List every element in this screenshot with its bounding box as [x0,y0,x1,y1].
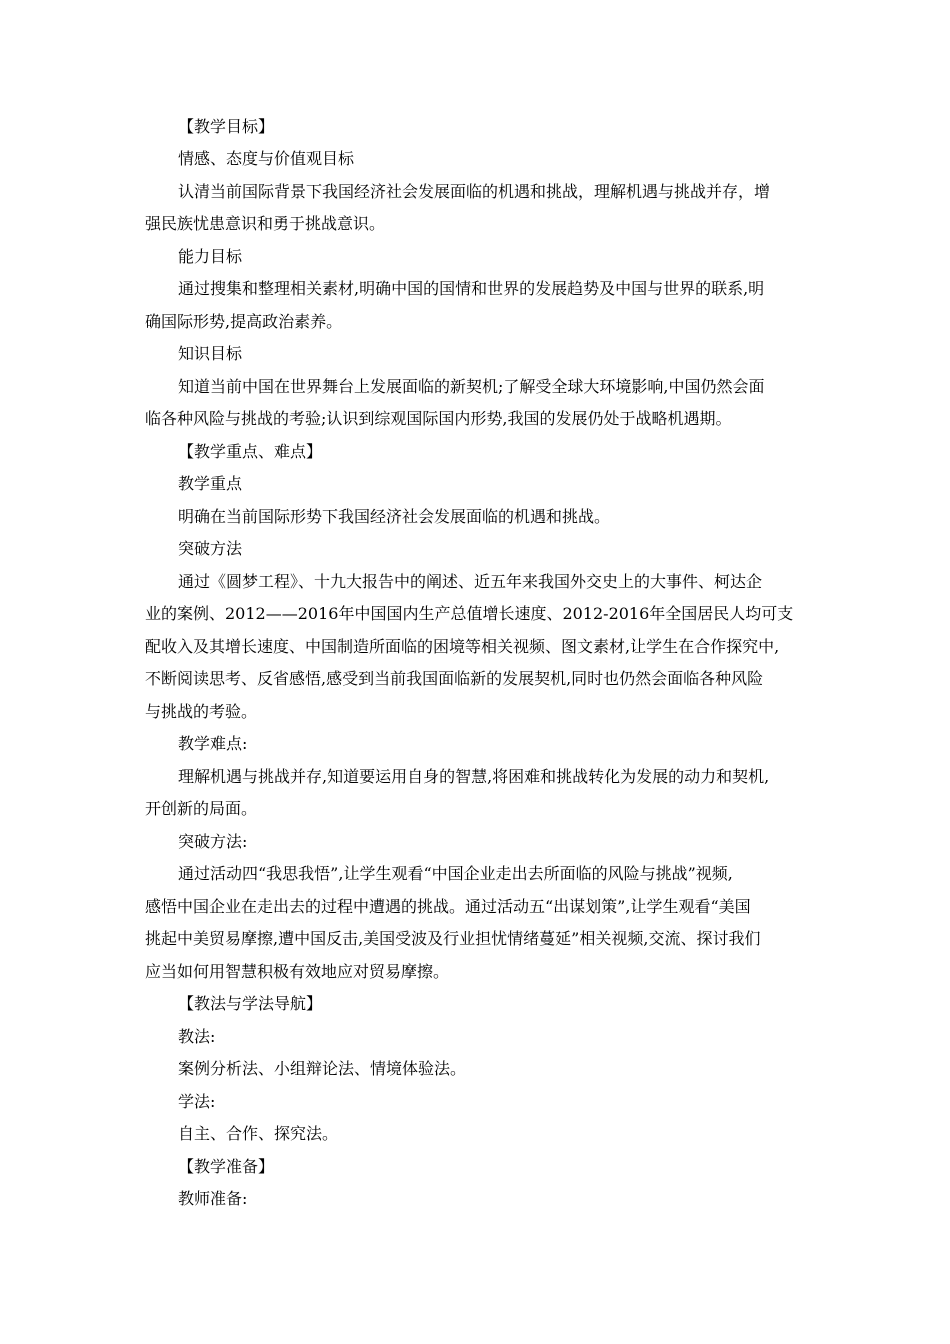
paragraph-line: 通过《圆梦工程》、十九大报告中的阐述、近五年来我国外交史上的大事件、柯达企 [178,572,763,591]
subheading-ability-goal: 能力目标 [178,247,243,266]
subheading-learning-method: 学法: [178,1092,216,1111]
heading-preparation: 【教学准备】 [178,1157,275,1176]
paragraph-line: 应当如何用智慧积极有效地应对贸易摩擦。 [145,962,450,981]
paragraph-line: 挑起中美贸易摩擦,遭中国反击,美国受波及行业担忧情绪蔓延”相关视频,交流、探讨我们 [145,929,761,948]
paragraph-line: 临各种风险与挑战的考验;认识到综观国际国内形势,我国的发展仍处于战略机遇期。 [145,409,732,428]
paragraph-line: 配收入及其增长速度、中国制造所面临的困境等相关视频、图文素材,让学生在合作探究中, [145,637,780,656]
paragraph-line: 通过活动四“我思我悟”,让学生观看“中国企业走出去所面临的风险与挑战”视频, [178,864,733,883]
heading-teaching-goals: 【教学目标】 [178,117,275,136]
subheading-teacher-preparation: 教师准备: [178,1189,248,1208]
paragraph-line: 通过搜集和整理相关素材,明确中国的国情和世界的发展趋势及中国与世界的联系,明 [178,279,765,298]
heading-methods-navigation: 【教法与学法导航】 [178,994,323,1013]
paragraph-line: 知道当前中国在世界舞台上发展面临的新契机;了解受全球大环境影响,中国仍然会面 [178,377,765,396]
paragraph-line: 感悟中国企业在走出去的过程中遭遇的挑战。通过活动五“出谋划策”,让学生观看“美国 [145,897,751,916]
paragraph-line: 确国际形势,提高政治素养。 [145,312,343,331]
paragraph-line: 不断阅读思考、反省感悟,感受到当前我国面临新的发展契机,同时也仍然会面临各种风险 [145,669,764,688]
paragraph-line: 自主、合作、探究法。 [178,1124,339,1143]
subheading-teaching-method: 教法: [178,1027,216,1046]
subheading-knowledge-goal: 知识目标 [178,344,243,363]
paragraph-line: 业的案例、2012——2016年中国国内生产总值增长速度、2012-2016年全国居民人均可支 [145,604,794,623]
paragraph-line: 理解机遇与挑战并存,知道要运用自身的智慧,将困难和挑战转化为发展的动力和契机, [178,767,770,786]
paragraph-line: 明确在当前国际形势下我国经济社会发展面临的机遇和挑战。 [178,507,611,526]
subheading-difficulty: 教学难点: [178,734,248,753]
subheading-method: 突破方法: [178,832,248,851]
heading-key-points: 【教学重点、难点】 [178,442,323,461]
paragraph-line: 与挑战的考验。 [145,702,258,721]
paragraph-line: 认清当前国际背景下我国经济社会发展面临的机遇和挑战，理解机遇与挑战并存，增 [178,182,771,201]
subheading-emotion-goal: 情感、态度与价值观目标 [178,149,355,168]
paragraph-line: 强民族忧患意识和勇于挑战意识。 [145,214,386,233]
subheading-key-point: 教学重点 [178,474,243,493]
paragraph-line: 开创新的局面。 [145,799,258,818]
subheading-method: 突破方法 [178,539,243,558]
paragraph-line: 案例分析法、小组辩论法、情境体验法。 [178,1059,467,1078]
